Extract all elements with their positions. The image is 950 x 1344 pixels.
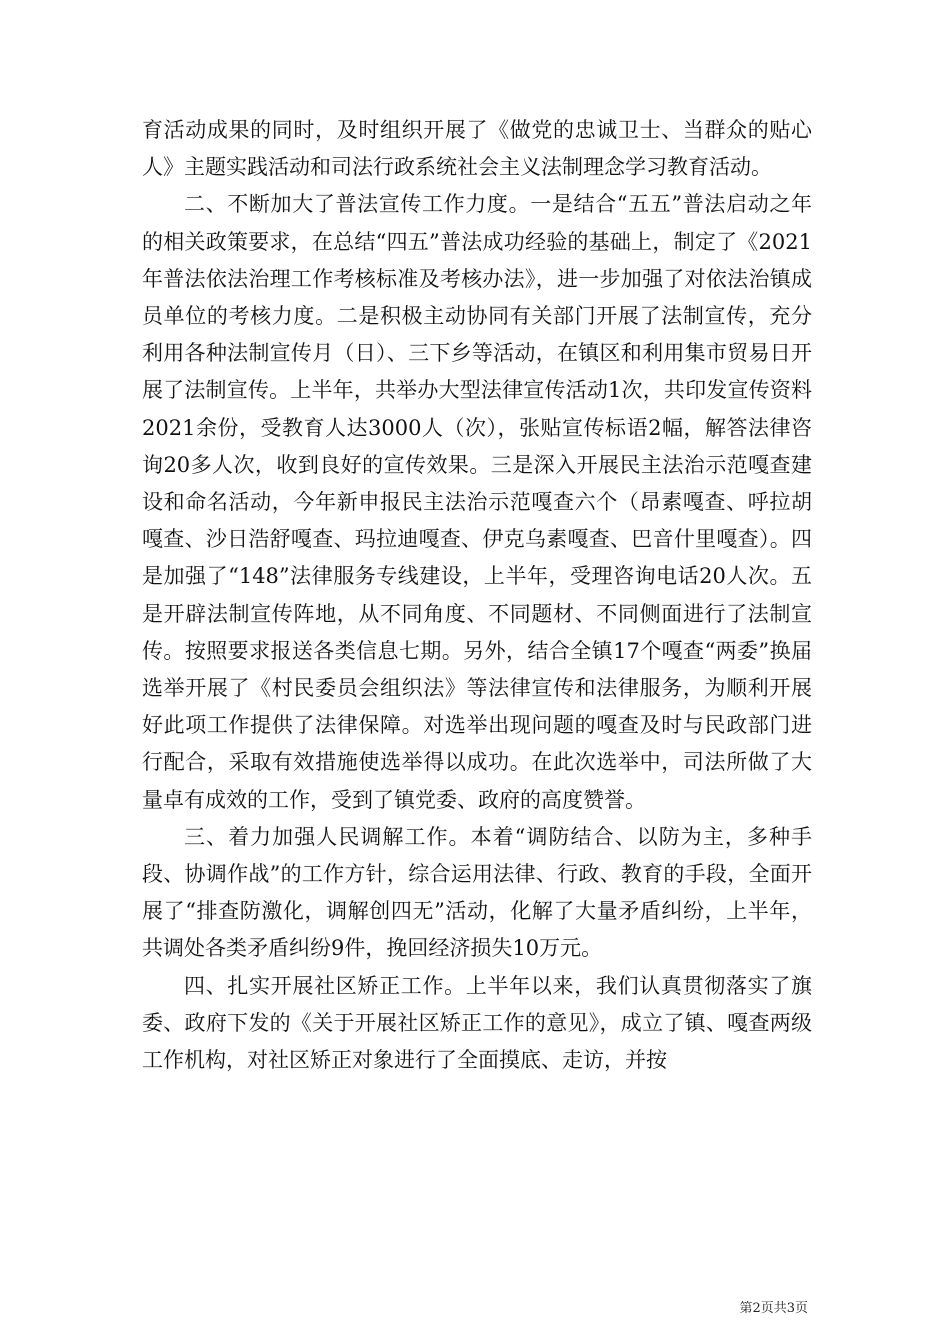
paragraph-legal-publicity: 二、不断加大了普法宣传工作力度。一是结合“五五”普法启动之年的相关政策要求，在总结“四五”普法成功经验的基础上，制定了《2021年普法依法治理工作考核标准及考核办法》，进一步加强了对依法治镇成员单位的考核力度。二是积极主动协同有关部门开展了法制宣传，充分利用各种法制宣传月（日）、三下乡等活动，在镇区和利用集市贸易日开展了法制宣传。上半年，共举办大型法律宣传活动1次，共印发宣传资料2021余份，受教育人达3000人（次），张贴宣传标语2幅，解答法律咨询20多人次，收到良好的宣传效果。三是深入开展民主法治示范嘎查建设和命名活动，今年新申报民主法治示范嘎查六个（昂素嘎查、呼拉胡嘎查、沙日浩舒嘎查、玛拉迪嘎查、伊克乌素嘎查、巴音什里嘎查）。四是加强了“148”法律服务专线建设，上半年，受理咨询电话20人次。五是开辟法制宣传阵地，从不同角度、不同题材、不同侧面进行了法制宣传。按照要求报送各类信息七期。另外，结合全镇17个嘎查“两委”换届选举开展了《村民委员会组织法》等法律宣传和法律服务，为顺利开展好此项工作提供了法律保障。对选举出现问题的嘎查及时与民政部门进行配合，采取有效措施使选举得以成功。在此次选举中，司法所做了大量卓有成效的工作，受到了镇党委、政府的高度赞誉。 xyxy=(142,192,812,812)
page-number: 第2页共3页 xyxy=(739,1301,808,1316)
paragraph-continuation: 育活动成果的同时，及时组织开展了《做党的忠诚卫士、当群众的贴心人》主题实践活动和司法行政系统社会主义法制理念学习教育活动。 xyxy=(142,118,812,180)
paragraph-mediation: 三、着力加强人民调解工作。本着“调防结合、以防为主，多种手段、协调作战”的工作方针，综合运用法律、行政、教育的手段，全面开展了“排查防激化，调解创四无”活动，化解了大量矛盾纠纷，上半年，共调处各类矛盾纠纷9件，挽回经济损失10万元。 xyxy=(142,824,812,961)
paragraph-community-correction: 四、扎实开展社区矫正工作。上半年以来，我们认真贯彻落实了旗委、政府下发的《关于开展社区矫正工作的意见》，成立了镇、嘎查两级工作机构，对社区矫正对象进行了全面摸底、走访，并按 xyxy=(142,973,812,1073)
document-body xyxy=(142,112,812,1079)
